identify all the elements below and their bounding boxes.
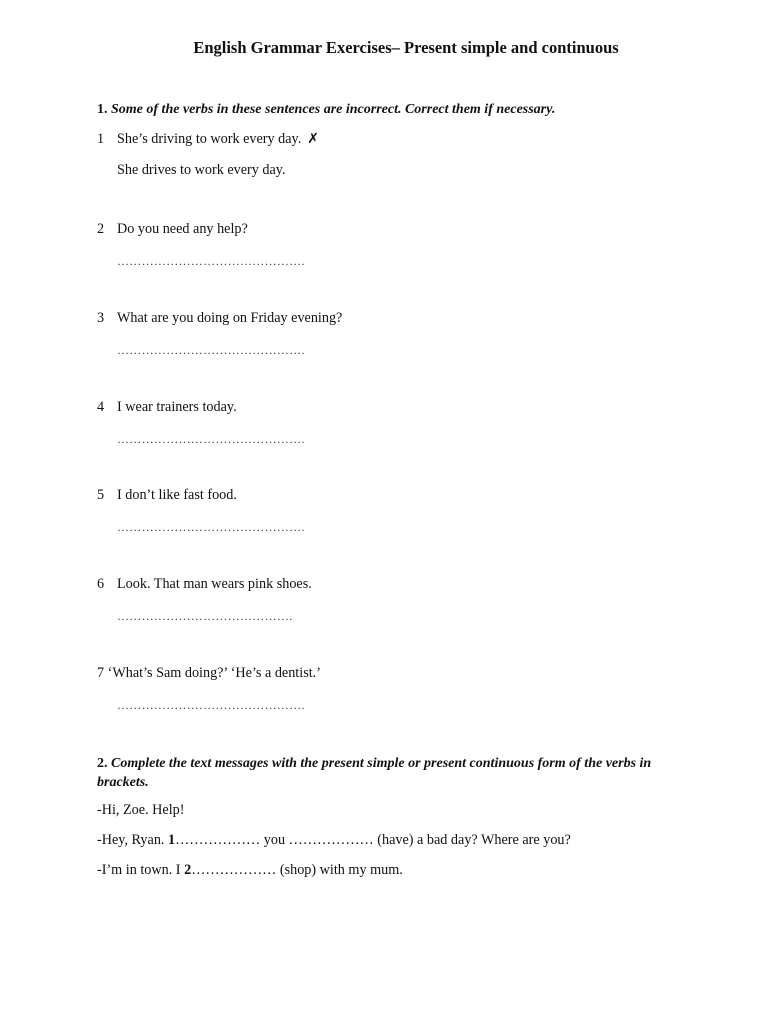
exercise-2-instruction-text: Complete the text messages with the present simple or present continuous form of the verbs in brackets. [97, 756, 652, 790]
incorrect-mark-icon: ✗ [307, 131, 320, 147]
exercise-1-item-6 [97, 576, 312, 593]
item-number: 7 [97, 665, 105, 681]
item-number: 3 [97, 310, 105, 326]
exercise-1-instruction-text: Some of the verbs in these sentences are incorrect. Correct them if necessary. [111, 102, 556, 117]
item-number: 2 [97, 221, 105, 237]
message-line-3 [97, 862, 403, 879]
item-sentence: Do you need any help? [117, 221, 248, 237]
page-title: English Grammar Exercises– Present simple and continuous [193, 38, 619, 57]
item-sentence: She’s driving to work every day. [117, 131, 302, 147]
exercise-1-item-5 [97, 487, 237, 504]
item-6-answer-line[interactable]: ……………………………………. [117, 609, 293, 623]
exercise-1-instruction [97, 100, 697, 119]
item-sentence: Look. That man wears pink shoes. [117, 576, 312, 592]
item-number: 5 [97, 487, 105, 503]
item-2-answer-line[interactable]: ………………………………………. [117, 254, 305, 268]
item-sentence: I don’t like fast food. [117, 487, 237, 503]
message-line-1: -Hi, Zoe. Help! [97, 802, 185, 818]
item-sentence: ‘What’s Sam doing?’ ‘He’s a dentist.’ [107, 665, 321, 681]
item-5-answer-line[interactable]: ………………………………………. [117, 520, 305, 534]
item-number: 1 [97, 131, 105, 147]
message-text: -I’m in town. I [97, 862, 185, 878]
exercise-2-instruction [97, 754, 697, 792]
exercise-1-item-4 [97, 399, 237, 416]
item-3-answer-line[interactable]: ………………………………………. [117, 343, 305, 357]
gap-number: 2 [184, 862, 192, 878]
item-1-answer: She drives to work every day. [117, 162, 286, 178]
exercise-2-number: 2. [97, 756, 108, 771]
message-gap-text[interactable]: ……………… you ……………… (have) a bad day? Where are you? [175, 832, 571, 848]
exercise-1-item-2 [97, 221, 248, 238]
exercise-1-item-3 [97, 310, 342, 327]
item-number: 4 [97, 399, 105, 415]
message-text: -Hey, Ryan. [97, 832, 169, 848]
message-line-2 [97, 832, 571, 849]
item-4-answer-line[interactable]: ………………………………………. [117, 432, 305, 446]
item-sentence: What are you doing on Friday evening? [117, 310, 343, 326]
exercise-1-item-1 [97, 131, 319, 148]
exercise-1-item-7 [97, 665, 321, 682]
exercise-1-number: 1. [97, 102, 108, 117]
item-7-answer-line[interactable]: ………………………………………. [117, 698, 305, 712]
gap-number: 1 [168, 832, 176, 848]
message-gap-text[interactable]: ……………… (shop) with my mum. [191, 862, 403, 878]
item-number: 6 [97, 576, 105, 592]
item-sentence: I wear trainers today. [117, 399, 237, 415]
